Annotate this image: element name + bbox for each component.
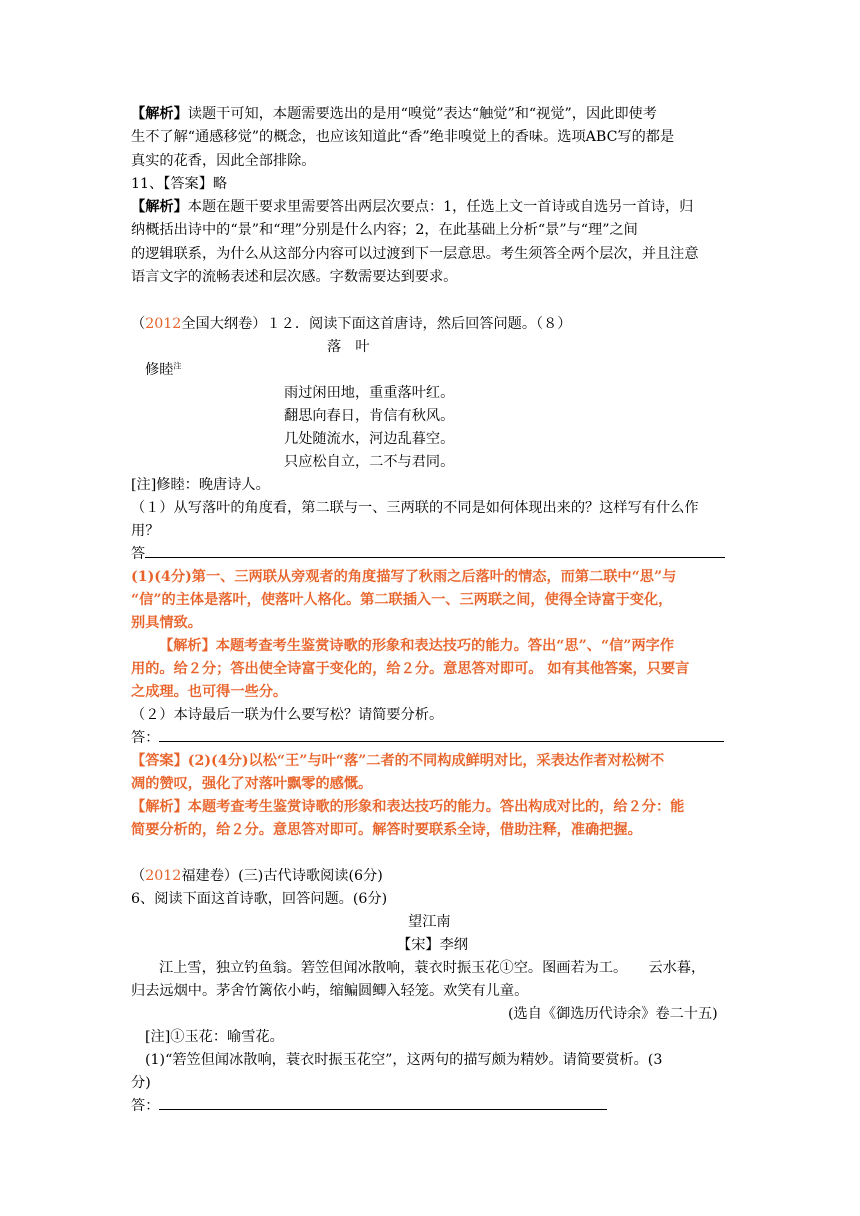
poem-text: 归去远烟中。茅舍竹篱依小屿，缩鳊圆鲫入轻笼。欢笑有儿童。 [131,983,529,999]
answer-line: 11、【答案】略 [131,176,228,192]
question-1: （１）从写落叶的角度看，第二联与一、三两联的不同是如何体现出来的？这样写有什么作 [131,500,699,516]
analysis-text: 之成理。也可得一些分。 [131,684,288,700]
question-header: （2012福建卷）(三)古代诗歌阅读(6分) [131,868,383,884]
analysis-text: 用的。给２分；答出使全诗富于变化的，给２分。意思答对即可。 如有其他答案，只要言 [131,661,690,677]
analysis-line: 【解析】读题干可知，本题需要选出的是用“嗅觉”表达“触觉”和“视觉”，因此即使考 [131,106,657,122]
question-1-cont: 分) [131,1075,151,1091]
poem-line: 雨过闲田地，重重落叶红。 [284,385,455,401]
answer-underline[interactable] [145,543,725,558]
answer-text: 【答案】(2)(4分)以松“王”与叶“落”二者的不同构成鲜明对比，采表达作者对松树不 [131,753,665,769]
answer-underline[interactable] [159,1095,607,1110]
analysis-text: 【解析】本题考查考生鉴赏诗歌的形象和表达技巧的能力。答出“思”、“信”两字作 [159,638,675,654]
text-line: 的逻辑联系，为什么从这部分内容可以过渡到下一层意思。考生须答全两个层次，并且注意 [131,246,699,262]
poem-line: 只应松自立，二不与君同。 [284,454,455,470]
text-line: 真实的花香，因此全部排除。 [131,153,316,169]
answer-text: 别具情致。 [131,615,202,631]
poem-source: (选自《御选历代诗余》卷二十五) [508,1006,718,1022]
poem-text: 江上雪，独立钓鱼翁。箬笠但闻冰散响，蓑衣时振玉花①空。图画若为工。 云水暮， [159,960,706,976]
question-1: (1)“箬笠但闻冰散响，蓑衣时振玉花空”，这两句的描写颇为精妙。请简要赏析。(3 [145,1052,663,1068]
analysis-text: 【解析】本题考查考生鉴赏诗歌的形象和表达技巧的能力。答出构成对比的，给２分：能 [131,799,685,815]
answer-blank: 答： [131,727,724,749]
question-header: （2012全国大纲卷）１２．阅读下面这首唐诗，然后回答问题。（８） [131,316,572,332]
poem-title: 望江南 [408,914,451,930]
question-1-cont: 用？ [131,523,160,539]
question-2: （２）本诗最后一联为什么要写松？请简要分析。 [131,707,444,723]
answer-blank: 答： [131,1095,607,1117]
poem-note: [注]修睦：晚唐诗人。 [131,477,270,493]
answer-blank: 答 [131,543,725,565]
text-line: 纳概括出诗中的“景”和“理”分别是什么内容；2，在此基础上分析“景”与“理”之间 [131,222,638,238]
text-line: 生不了解“通感移觉”的概念，也应该知道此“香”绝非嗅觉上的香味。选项ABC写的都是 [131,129,675,145]
poem-author: 修睦$^注$ [145,361,182,378]
answer-text: 凋的赞叹，强化了对落叶飘零的感慨。 [131,776,373,792]
answer-underline[interactable] [159,727,724,742]
poem-author: 【宋】李纲 [397,937,468,953]
poem-note: [注]①玉花：喻雪花。 [145,1029,284,1045]
poem-title: 落 叶 [327,339,370,355]
answer-text: “信”的主体是落叶，使落叶人格化。第二联插入一、三两联之间，使得全诗富于变化， [131,592,673,608]
analysis-text: 简要分析的，给２分。意思答对即可。解答时要联系全诗，借助注释，准确把握。 [131,822,642,838]
answer-text: (1)(4分)第一、三两联从旁观者的角度描写了秋雨之后落叶的情态，而第二联中“思”与 [131,569,677,585]
poem-line: 翻思向春日，肯信有秋风。 [284,408,455,424]
analysis-line: 【解析】本题在题干要求里需要答出两层次要点：1，任选上文一首诗或自选另一首诗，归 [131,199,694,215]
question-6: 6、阅读下面这首诗歌，回答问题。(6分) [131,891,388,907]
poem-line: 几处随流水，河边乱暮空。 [284,431,455,447]
text-line: 语言文字的流畅表述和层次感。字数需要达到要求。 [131,269,458,285]
